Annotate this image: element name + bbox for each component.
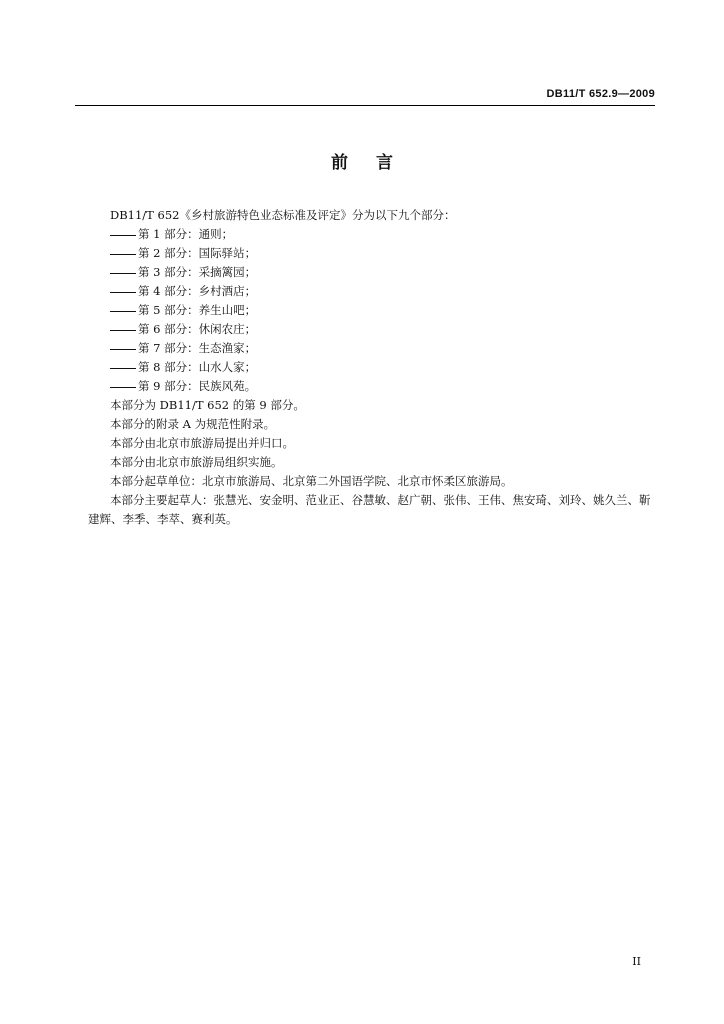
statement-paragraph: 本部分起草单位：北京市旅游局、北京第二外国语学院、北京市怀柔区旅游局。 — [110, 474, 513, 488]
part-item: 第 5 部分：养生山吧； — [88, 301, 658, 320]
statement-paragraph: 本部分由北京市旅游局组织实施。 — [110, 455, 283, 469]
foreword-body — [88, 206, 658, 529]
statement-paragraph: 本部分的附录 A 为规范性附录。 — [110, 417, 276, 431]
page-number: II — [632, 955, 641, 968]
dash-mark — [110, 254, 136, 255]
page-title: 前言 — [331, 153, 421, 173]
part-item: 第 7 部分：生态渔家； — [88, 339, 658, 358]
intro-paragraph: DB11/T 652《乡村旅游特色业态标准及评定》分为以下九个部分： — [110, 208, 456, 222]
dash-mark — [110, 368, 136, 369]
part-item: 第 2 部分：国际驿站； — [88, 244, 658, 263]
part-item: 第 8 部分：山水人家； — [88, 358, 658, 377]
part-item: 第 1 部分：通则； — [88, 225, 658, 244]
part-item: 第 4 部分：乡村酒店； — [88, 282, 658, 301]
dash-mark — [110, 387, 136, 388]
dash-mark — [110, 349, 136, 350]
part-item: 第 6 部分：休闲农庄； — [88, 320, 658, 339]
dash-mark — [110, 273, 136, 274]
part-item: 第 9 部分：民族风苑。 — [88, 377, 658, 396]
dash-mark — [110, 311, 136, 312]
dash-mark — [110, 330, 136, 331]
document-code: DB11/T 652.9—2009 — [546, 88, 655, 100]
statement-paragraph: 本部分主要起草人：张慧光、安金明、范业正、谷慧敏、赵广朝、张伟、王伟、焦安琦、刘玲、姚久兰、靳建辉、李季、李萃、赛利英。 — [88, 493, 651, 526]
part-item: 第 3 部分：采摘篱园； — [88, 263, 658, 282]
dash-mark — [110, 235, 136, 236]
header-rule — [75, 105, 655, 106]
dash-mark — [110, 292, 136, 293]
statement-paragraph: 本部分由北京市旅游局提出并归口。 — [110, 436, 294, 450]
statement-paragraph: 本部分为 DB11/T 652 的第 9 部分。 — [110, 398, 305, 412]
